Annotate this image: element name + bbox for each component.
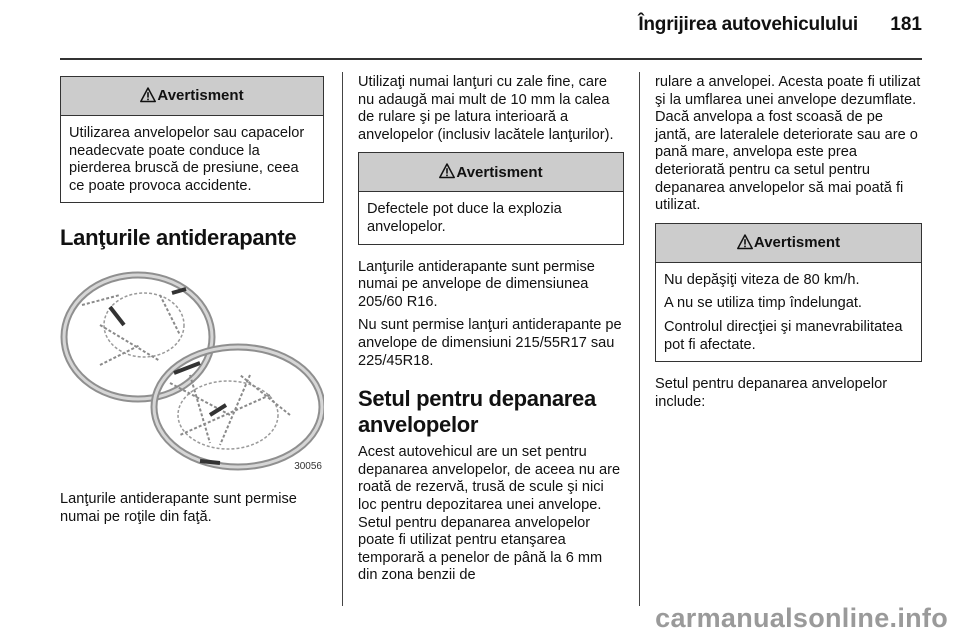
warning-line-steering: Controlul direcţiei şi manevrabilitatea pot fi afectate. <box>664 318 903 353</box>
column-2 <box>358 74 624 591</box>
repair-kit-continued-text: rulare a anvelopei. Acesta poate fi utilizat şi la umflarea unei anvelope dezumflate. Dacă anvelopa a fost scoasă de pe jantă, are lateralele deteriorate sau are o pană mare, anvelopa este prea deteriorată pentru ca setul pentru depanarea anvelopelor să mai poată fi utilizat. <box>655 74 921 214</box>
warning-body <box>61 116 323 202</box>
column-divider-2 <box>639 72 640 606</box>
warning-body <box>359 192 623 243</box>
section-title-snow-chains: Lanţurile antiderapante <box>60 225 297 251</box>
column-divider-1 <box>342 72 343 606</box>
snow-chains-image <box>60 265 324 479</box>
warning-body <box>656 263 921 361</box>
kit-includes-text: Setul pentru depanarea anvelopelor include: <box>655 376 888 410</box>
caption-text: Lanţurile antiderapante sunt permise numai pe roţile din faţă. <box>60 491 297 525</box>
intro-text: Utilizaţi numai lanţuri cu zale fine, care nu adaugă mai mult de 10 mm la calea de rulare şi pe latura interioară a anvelopelor (inclusiv lacătele lanţurilor). <box>358 74 614 143</box>
warning-text: Utilizarea anvelopelor sau capacelor neadecvate poate conduce la pierderea bruscă de presiune, ceea ce poate provoca accidente. <box>69 125 305 194</box>
warning-line-duration: A nu se utiliza timp îndelungat. <box>664 295 862 312</box>
warning-heading: Avertisment <box>753 233 841 251</box>
warning-box <box>655 223 922 362</box>
warning-triangle-icon <box>737 234 753 250</box>
warning-line-speed: Nu depăşiţi viteza de 80 km/h. <box>664 271 860 288</box>
chains-not-permitted-text: Nu sunt permise lanţuri antiderapante pe anvelope de dimensiuni 215/55R17 sau 225/45R18. <box>358 317 622 369</box>
warning-box <box>358 152 624 244</box>
watermark-logo: carmanualsonline.info <box>655 603 948 633</box>
header-rule <box>60 58 922 60</box>
snow-chains-illustration <box>60 265 324 479</box>
image-code: 30056 <box>294 460 322 472</box>
header-title: Îngrijirea autovehiculului <box>638 14 858 35</box>
warning-header <box>61 77 323 116</box>
warning-heading: Avertisment <box>456 163 543 181</box>
column-3 <box>655 74 922 417</box>
repair-kit-text: Acest autovehicul are un set pentru depanarea anvelopelor, de aceea nu are roată de rezervă, trusă de scule şi nici loc pentru depozitarea unei anvelope. Setul pentru depanarea anvelopelor poate fi utilizat pentru etanşarea temporară a penelor de până la 6 mm din zona benzii de <box>358 444 621 584</box>
warning-header <box>359 153 623 192</box>
section-title-tire-repair-kit: Setul pentru depanarea anvelopelor <box>358 386 596 438</box>
warning-box <box>60 76 324 203</box>
warning-heading: Avertisment <box>157 87 244 105</box>
chains-size-text: Lanţurile antiderapante sunt permise numai pe anvelope de dimensiunea 205/60 R16. <box>358 258 595 310</box>
warning-triangle-icon <box>140 87 156 103</box>
warning-text: Defectele pot duce la explozia anvelopelor. <box>367 201 562 235</box>
warning-triangle-icon <box>439 163 455 179</box>
column-1 <box>60 76 324 533</box>
page-number: 181 <box>890 14 922 35</box>
warning-header <box>656 224 921 263</box>
